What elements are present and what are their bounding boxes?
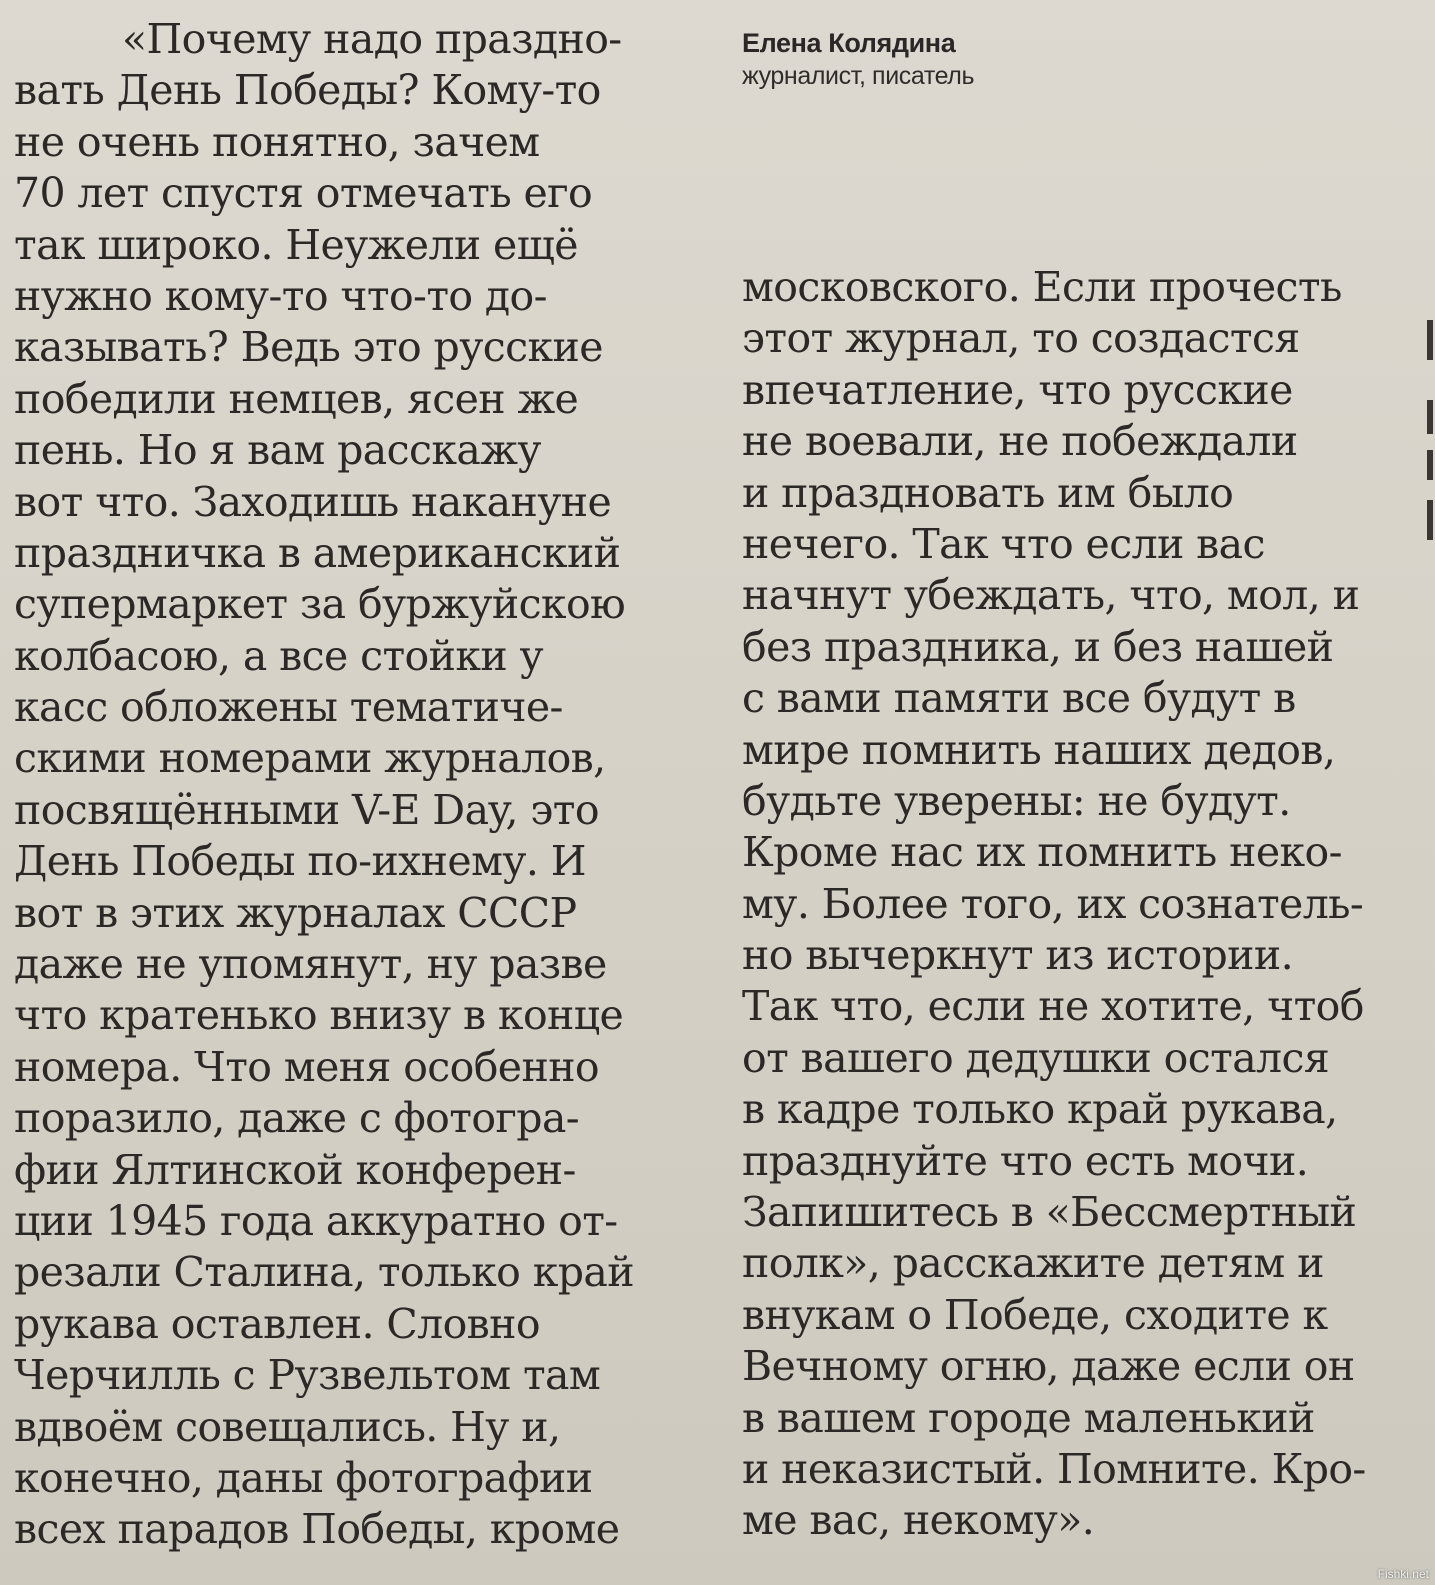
article-line: супермаркет за буржуйскою <box>14 580 626 629</box>
author-role: журналист, писатель <box>742 62 975 90</box>
article-line: посвящёнными V-E Day, это <box>14 785 599 834</box>
article-line: поразило, даже с фотогра- <box>14 1094 580 1143</box>
article-line: номера. Что меня особенно <box>14 1042 600 1091</box>
adjacent-column-edge <box>1417 300 1435 560</box>
article-line: победили немцев, ясен же <box>14 374 579 423</box>
cropped-headline-fragment <box>760 0 1220 6</box>
article-line: празднуйте что есть мочи. <box>742 1136 1309 1185</box>
article-line: День Победы по-ихнему. И <box>14 837 586 886</box>
article-line: но вычеркнут из истории. <box>742 931 1294 980</box>
article-line: «Почему надо праздно- <box>122 15 622 63</box>
article-line: рукава оставлен. Словно <box>14 1299 540 1348</box>
article-line: так широко. Неужели ещё <box>14 220 578 269</box>
article-line: от вашего дедушки остался <box>742 1033 1330 1082</box>
article-line: начнут убеждать, что, мол, и <box>742 571 1360 620</box>
article-line: нечего. Так что если вас <box>742 519 1265 568</box>
article-line: вать День Победы? Кому-то <box>14 66 601 115</box>
article-line: вдвоём совещались. Ну и, <box>14 1402 561 1451</box>
article-right-column <box>742 262 1402 1547</box>
article-line: Запишитесь в «Бессмертный <box>742 1188 1357 1237</box>
article-line: этот журнал, то создастся <box>742 314 1300 363</box>
article-line: не очень понятно, зачем <box>14 117 540 166</box>
article-line: пень. Но я вам расскажу <box>14 426 541 475</box>
article-line: с вами памяти все будут в <box>742 674 1296 723</box>
article-line: в вашем городе маленький <box>742 1393 1315 1442</box>
article-line: ме вас, некому». <box>742 1496 1095 1545</box>
article-line: праздничка в американский <box>14 528 621 577</box>
show-through-print <box>1120 40 1137 109</box>
author-name: Елена Колядина <box>742 28 956 58</box>
article-line: Вечному огню, даже если он <box>742 1342 1355 1391</box>
article-line: ции 1945 года аккуратно от- <box>14 1196 618 1245</box>
article-line: вот что. Заходишь накануне <box>14 477 612 526</box>
article-line: 70 лет спустя отмечать его <box>14 169 593 218</box>
article-line: внукам о Победе, сходите к <box>742 1290 1328 1339</box>
article-line: полк», расскажите детям и <box>742 1239 1324 1288</box>
watermark: Fishki.net <box>1377 1567 1429 1581</box>
article-left-column <box>14 14 714 1556</box>
article-line: московского. Если прочесть <box>742 263 1342 311</box>
article-line: вот в этих журналах СССР <box>14 888 577 937</box>
article-line: Черчилль с Рузвельтом там <box>14 1351 601 1400</box>
article-line: в кадре только край рукава, <box>742 1085 1338 1134</box>
article-line: резали Сталина, только край <box>14 1248 634 1297</box>
article-line: Кроме нас их помнить неко- <box>742 828 1342 877</box>
article-line: фии Ялтинской конферен- <box>14 1145 576 1194</box>
article-line: всех парадов Победы, кроме <box>14 1505 620 1554</box>
article-line: не воевали, не побеждали <box>742 417 1298 466</box>
article-line: даже не упомянут, ну разве <box>14 940 607 989</box>
article-line: нужно кому-то что-то до- <box>14 271 547 320</box>
article-line: Так что, если не хотите, чтоб <box>742 982 1364 1031</box>
article-line: казывать? Ведь это русские <box>14 323 603 372</box>
article-line: и неказистый. Помните. Кро- <box>742 1444 1366 1493</box>
article-line: касс обложены тематиче- <box>14 683 563 732</box>
article-line: му. Более того, их сознатель- <box>742 879 1364 928</box>
article-line: скими номерами журналов, <box>14 734 606 783</box>
article-line: мире помнить наших дедов, <box>742 725 1336 774</box>
article-line: будьте уверены: не будут. <box>742 776 1291 825</box>
author-byline <box>742 26 974 92</box>
article-line: впечатление, что русские <box>742 365 1293 414</box>
article-line: колбасою, а все стойки у <box>14 631 544 680</box>
article-line: без праздника, и без нашей <box>742 622 1334 671</box>
article-line: конечно, даны фотографии <box>14 1453 593 1502</box>
article-line: что кратенько внизу в конце <box>14 991 624 1040</box>
article-line: и праздновать им было <box>742 468 1234 517</box>
